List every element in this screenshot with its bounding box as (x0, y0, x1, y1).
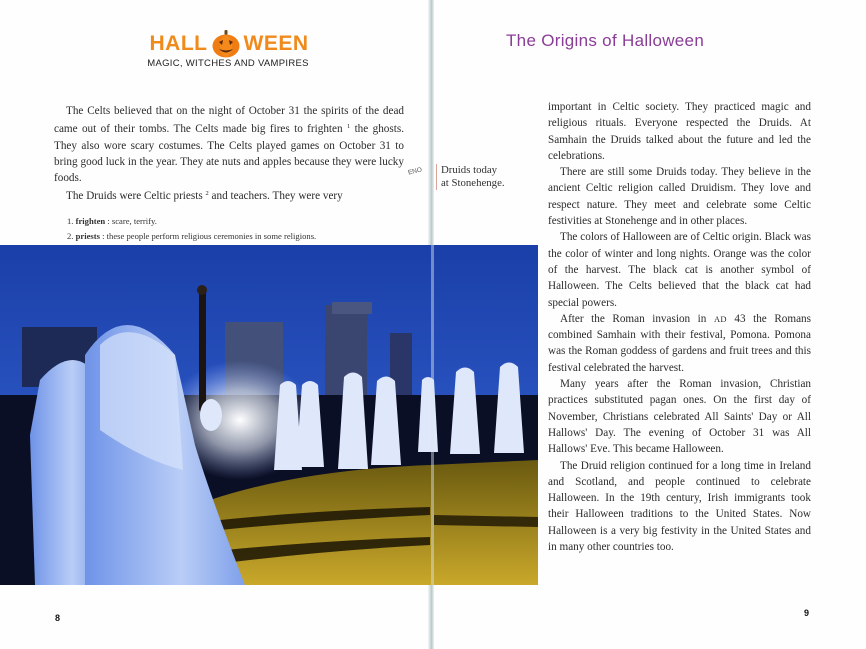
book-subtitle: MAGIC, WITCHES AND VAMPIRES (147, 58, 309, 69)
page-number-right: 9 (804, 608, 810, 618)
footnotes (67, 214, 397, 244)
paragraph: After the Roman invasion in AD 43 the Romans combined Samhain with their festival, Pomona. Pomona was the Roman goddess of gardens and fruit trees and this festival celebrated the harvest. (548, 312, 811, 374)
brand-word-right: WEEN (243, 32, 309, 55)
jack-o-lantern-icon (211, 29, 241, 59)
photo-caption: Druids today at Stonehenge. (436, 164, 536, 190)
page-number-left: 8 (55, 613, 61, 623)
paragraph: Many years after the Roman invasion, Christian practices substituted pagan ones. On the first day of November, Christians celebrated All Saints' Day or All Hallows' Day. The evening of October 31 was All Hallows' Eve. This became Halloween. (548, 378, 811, 456)
paragraph: The Druid religion continued for a long time in Ireland and Scotland, and people continued to celebrate Halloween. In the 19th century, Irish immigrants took their Halloween traditions to the United States. Now Halloween is a very big festivity in the United States and in many other countries too. (548, 459, 811, 554)
brand-word-left: HALL (149, 32, 208, 55)
paragraph: The colors of Halloween are of Celtic origin. Black was the color of winter and long nights. Orange was the color of the harvest. The black cat is another symbol of Halloween. The Celts believed that the black cat had special powers. (548, 231, 811, 309)
chapter-title: The Origins of Halloween (506, 31, 705, 50)
photo-fold-seam (431, 245, 434, 585)
eno-margin-mark: ENO (407, 166, 423, 177)
right-body-text (548, 99, 811, 555)
left-body-text (54, 103, 404, 205)
book-brand-title (138, 27, 320, 61)
paragraph: important in Celtic society. They practiced magic and religious rituals. Everyone respected the Druids. At Samhain the Druids talked about the future and led the celebrations. (548, 101, 811, 162)
paragraph: The Druids were Celtic priests $^2$ and teachers. They were very (66, 190, 343, 203)
footnote: 1. frighten : scare, terrify. (67, 216, 157, 226)
paragraph: There are still some Druids today. They believe in the ancient Celtic religion called Druidism. They love and respect nature. They meet and celebrate some Celtic festivities at Stonehenge and in other places. (548, 166, 811, 228)
paragraph: The Celts believed that on the night of October 31 the spirits of the dead came out of their tombs. The Celts made big fires to frighten $^1$ the ghosts. They also wore scary costumes. The Celts played games on October 31 to bring good luck in the year. They ate nuts and apples because they were lucky foods. (54, 105, 404, 185)
footnote: 2. priests : these people perform religious ceremonies in some religions. (67, 231, 317, 241)
footnote-ref: 2 (205, 190, 209, 198)
stonehenge-druids-photo (0, 245, 538, 585)
footnote-ref: 1 (346, 123, 351, 131)
